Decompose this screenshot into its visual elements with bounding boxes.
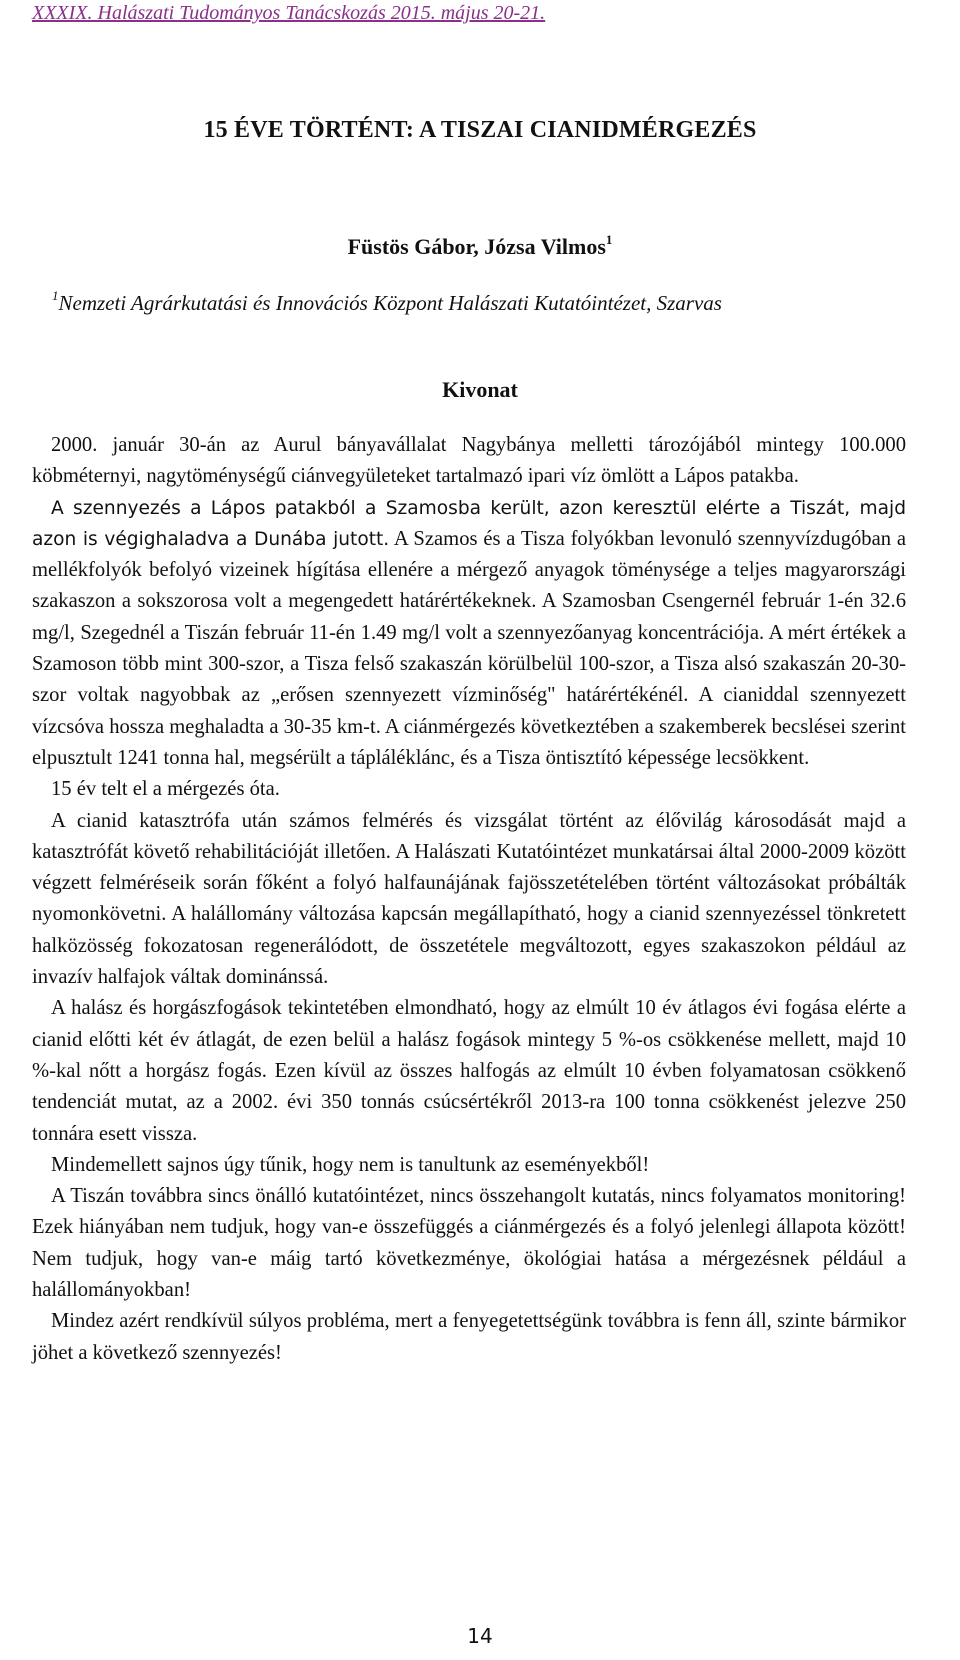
- author-line: [0, 232, 960, 260]
- abstract-paragraph-7: A Tiszán továbbra sincs önálló kutatóintézet, nincs összehangolt kutatás, nincs folyamatos monitoring! Ezek hiányában nem tudjuk, hogy van-e összefüggés a ciánmérgezés és a folyó jelenlegi állapota között! Nem tudjuk, hogy van-e máig tartó következménye, ökológiai hatása a mérgezésnek például a halállományokban!: [32, 1185, 906, 1302]
- author-affiliation-marker: 1: [605, 232, 613, 247]
- abstract-paragraph-4: A cianid katasztrófa után számos felmérés és vizsgálat történt az élővilág károsodását majd a katasztrófát követő rehabilitációját illetően. A Halászati Kutatóintézet munkatársai által 2000-2009 között végzett felméréseik során főként a folyó halfaunájának fajösszetételében történt változásokat próbálták nyomonkövetni. A halállomány változása kapcsán megállapítható, hogy a cianid szennyezéssel tönkretett halközösség fokozatosan regenerálódott, de összetétele megváltozott, egyes szakaszokon például az invazív halfajok váltak dominánssá.: [32, 809, 906, 989]
- abstract-paragraph-2-lead: A szennyezés a Lápos patakból a Szamosba került, azon keresztül elérte a Tiszát, majd azon is végighaladva a Dunába jutott.: [32, 497, 906, 550]
- abstract-heading: Kivonat: [442, 377, 518, 402]
- author-names: Füstös Gábor, Józsa Vilmos: [347, 234, 606, 259]
- abstract-paragraph-6: Mindemellett sajnos úgy tűnik, hogy nem is tanultunk az eseményekből!: [51, 1153, 650, 1176]
- abstract-paragraph-2: [32, 493, 906, 775]
- abstract-paragraph-1: 2000. január 30-án az Aurul bányavállalat Nagybánya melletti tározójából mintegy 100.000 köbméternyi, nagytöménységű ciánvegyületeket tartalmazó ipari víz ömlött a Lápos patakba.: [32, 434, 906, 488]
- abstract-paragraph-8: Mindez azért rendkívül súlyos probléma, mert a fenyegetettségünk továbbra is fenn áll, szinte bármikor jöhet a következő szennyezés!: [32, 1310, 906, 1364]
- abstract-body: [32, 430, 906, 1369]
- abstract-paragraph-5: A halász és horgászfogások tekintetében elmondható, hogy az elmúlt 10 év átlagos évi fogása elérte a cianid előtti két év átlagát, de ezen belül a halász fogások mintegy 5 %-os csökkenése mellett, majd 10 %-kal nőtt a horgász fogás. Ezen kívül az összes halfogás az elmúlt 10 évben folyamatosan csökkenő tendenciát mutat, az a 2002. évi 350 tonnás csúcsértékről 2013-ra 100 tonna csökkenést jelezve 250 tonnára esett vissza.: [32, 997, 906, 1145]
- affiliation-marker: 1: [52, 288, 59, 303]
- abstract-paragraph-3: 15 év telt el a mérgezés óta.: [51, 778, 280, 801]
- running-header: XXXIX. Halászati Tudományos Tanácskozás 2015. május 20-21.: [32, 2, 546, 24]
- abstract-paragraph-2-rest: A Szamos és a Tisza folyókban levonuló szennyvízdugóban a mellékfolyók befolyó vizeinek hígítása ellenére a mérgező anyagok töménysége a teljes magyarországi szakaszon a sokszorosa volt a megengedett határértékeknek. A Szamosban Csengernél február 1-én 32.6 mg/l, Szegednél a Tiszán február 11-én 1.49 mg/l volt a szennyezőanyag koncentrációja. A mért értékek a Szamoson több mint 300-szor, a Tisza felső szakaszán körülbelül 100-szor, a Tisza alsó szakaszán 20-30-szor voltak nagyobbak az „erősen szennyezett vízminőség" határértékénél. A cianiddal szennyezett vízcsóva hossza meghaladta a 30-35 km-t. A ciánmérgezés következtében a szakemberek becslései szerint elpusztult 1241 tonna hal, megsérült a tápláléklánc, és a Tisza öntisztító képessége lecsökkent.: [32, 527, 906, 769]
- affiliation-line: [52, 288, 722, 316]
- paper-title: 15 ÉVE TÖRTÉNT: A TISZAI CIANIDMÉRGEZÉS: [203, 117, 757, 143]
- page-number: 14: [467, 1624, 493, 1648]
- affiliation-text: Nemzeti Agrárkutatási és Innovációs Központ Halászati Kutatóintézet, Szarvas: [58, 291, 722, 315]
